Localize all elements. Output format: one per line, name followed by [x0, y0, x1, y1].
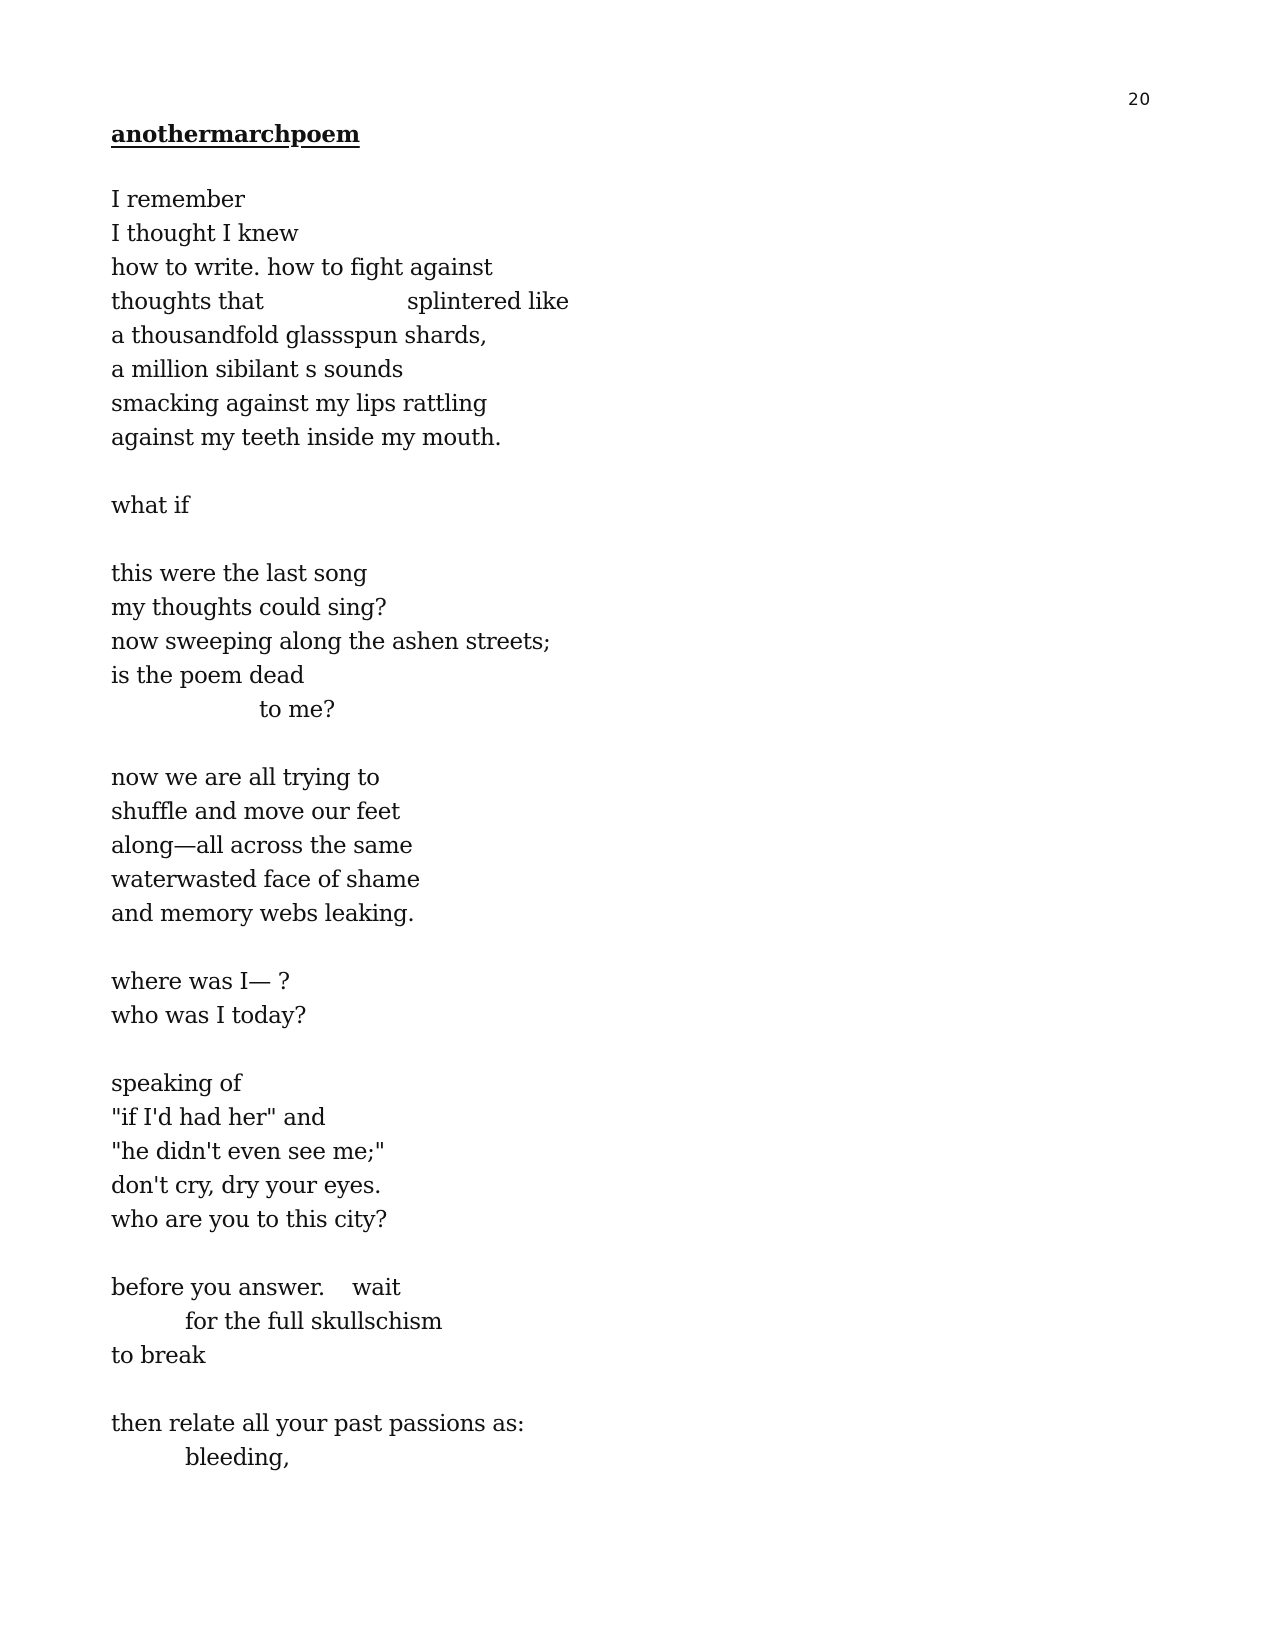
poem-line: I remember [111, 187, 245, 213]
poem-line: "he didn't even see me;" [111, 1139, 385, 1165]
poem-line: against my teeth inside my mouth. [111, 425, 502, 451]
poem-line-indented: for the full skullschism [185, 1309, 443, 1335]
poem-line: and memory webs leaking. [111, 901, 415, 927]
poem-line: smacking against my lips rattling [111, 391, 487, 417]
poem-line: who was I today? [111, 1003, 307, 1029]
poem-title: anothermarchpoem [111, 121, 360, 148]
poem-line: is the poem dead [111, 663, 305, 689]
poem-line: a thousandfold glassspun shards, [111, 323, 487, 349]
page-number: 20 [1128, 90, 1151, 110]
poem-line-indented: to me? [259, 697, 335, 723]
poem-line: now we are all trying to [111, 765, 380, 791]
poem-line: now sweeping along the ashen streets; [111, 629, 551, 655]
poem-line: what if [111, 493, 189, 519]
poem-line: along—all across the same [111, 833, 413, 859]
poem-line-indented: wait [352, 1275, 401, 1301]
poem-line: shuffle and move our feet [111, 799, 400, 825]
poem-line: don't cry, dry your eyes. [111, 1173, 382, 1199]
poem-line: a million sibilant s sounds [111, 357, 404, 383]
poem-line: then relate all your past passions as: [111, 1411, 525, 1437]
poem-line: waterwasted face of shame [111, 867, 420, 893]
poem-line: this were the last song [111, 561, 368, 587]
poem-line: "if I'd had her" and [111, 1105, 326, 1131]
poem-line: my thoughts could sing? [111, 595, 387, 621]
poem-line: to break [111, 1343, 206, 1369]
poem-line-indented: splintered like [407, 289, 569, 315]
poem-line: I thought I knew [111, 221, 299, 247]
poem-line: where was I— ? [111, 969, 290, 995]
poem-line: how to write. how to fight against [111, 255, 493, 281]
poem-line: thoughts that [111, 289, 264, 315]
poem-line-indented: bleeding, [185, 1445, 290, 1471]
poem-line: speaking of [111, 1071, 241, 1097]
poem-line: who are you to this city? [111, 1207, 387, 1233]
poem-line: before you answer. [111, 1275, 325, 1301]
